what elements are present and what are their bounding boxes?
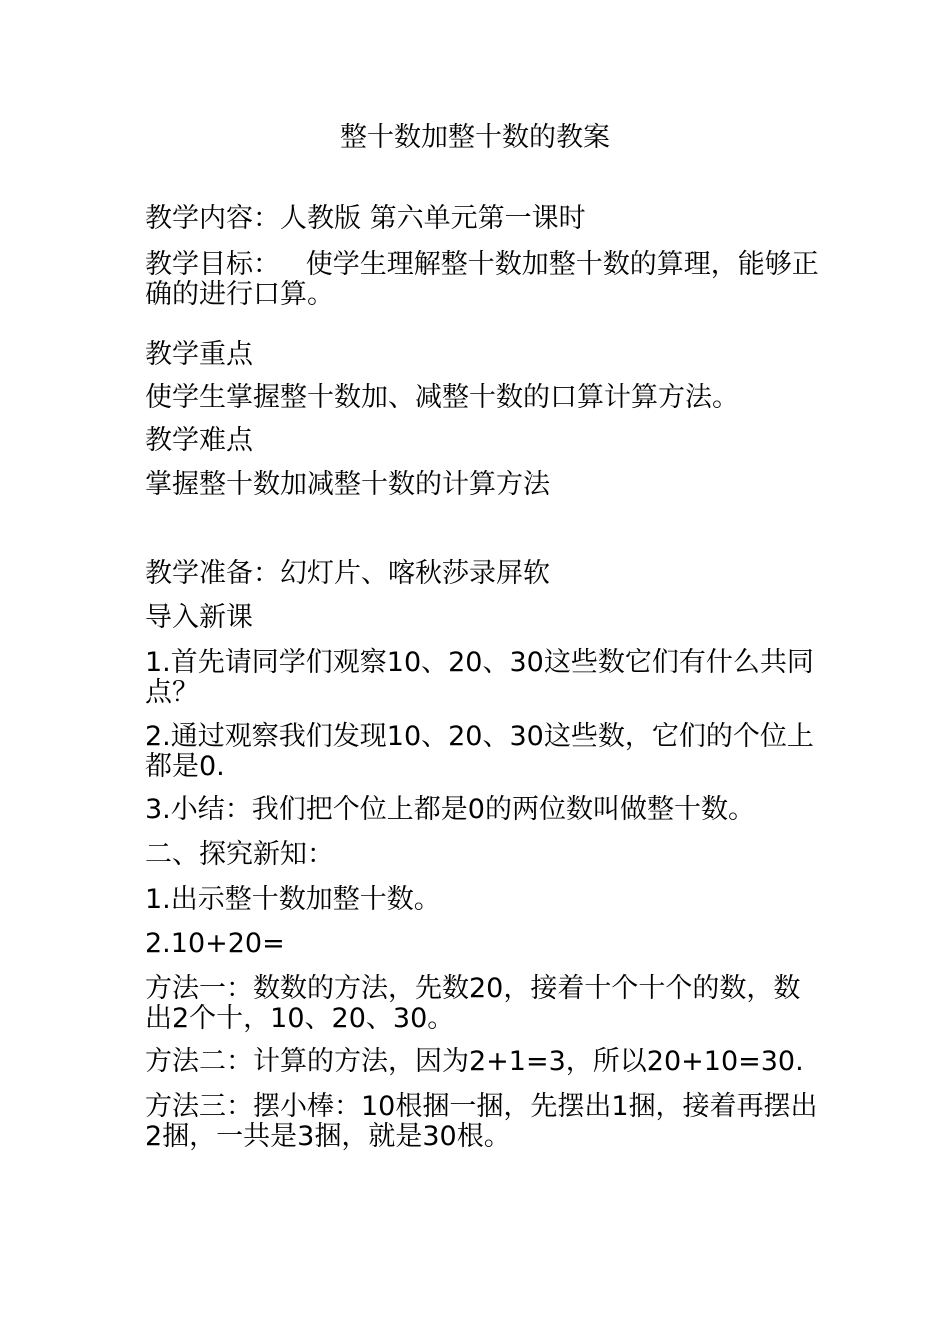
intro-heading: 导入新课	[145, 602, 253, 633]
intro-item-1: 1.首先请同学们观察10、20、30这些数它们有什么共同点？	[145, 647, 814, 708]
teaching-content-line: 教学内容：人教版 第六单元第一课时	[145, 203, 586, 234]
key-point-heading: 教学重点	[145, 339, 253, 370]
method-three-paragraph: 方法三：摆小棒：10根捆一捆，先摆出1捆，接着再摆出2捆，一共是3捆，就是30根。	[145, 1091, 818, 1152]
difficulty-text: 掌握整十数加减整十数的计算方法	[145, 469, 550, 500]
method-one-paragraph: 方法一：数数的方法，先数20，接着十个十个的数，数出2个十，10、20、30。	[145, 973, 801, 1034]
teaching-goal-paragraph: 教学目标： 使学生理解整十数加整十数的算理，能够正确的进行口算。	[145, 249, 819, 310]
difficulty-heading: 教学难点	[145, 425, 253, 456]
explore-heading: 二、探究新知：	[145, 839, 334, 870]
method-two-paragraph: 方法二：计算的方法，因为2+1=3，所以20+10=30.	[145, 1046, 804, 1077]
explore-item-2: 2.10+20=	[145, 928, 285, 959]
intro-item-2: 2.通过观察我们发现10、20、30这些数，它们的个位上都是0.	[145, 721, 814, 782]
document-title: 整十数加整十数的教案	[340, 122, 610, 153]
explore-item-1: 1.出示整十数加整十数。	[145, 884, 441, 915]
intro-item-3: 3.小结：我们把个位上都是0的两位数叫做整十数。	[145, 794, 755, 825]
key-point-text: 使学生掌握整十数加、减整十数的口算计算方法。	[145, 382, 739, 413]
preparation-line: 教学准备：幻灯片、喀秋莎录屏软	[145, 558, 550, 589]
